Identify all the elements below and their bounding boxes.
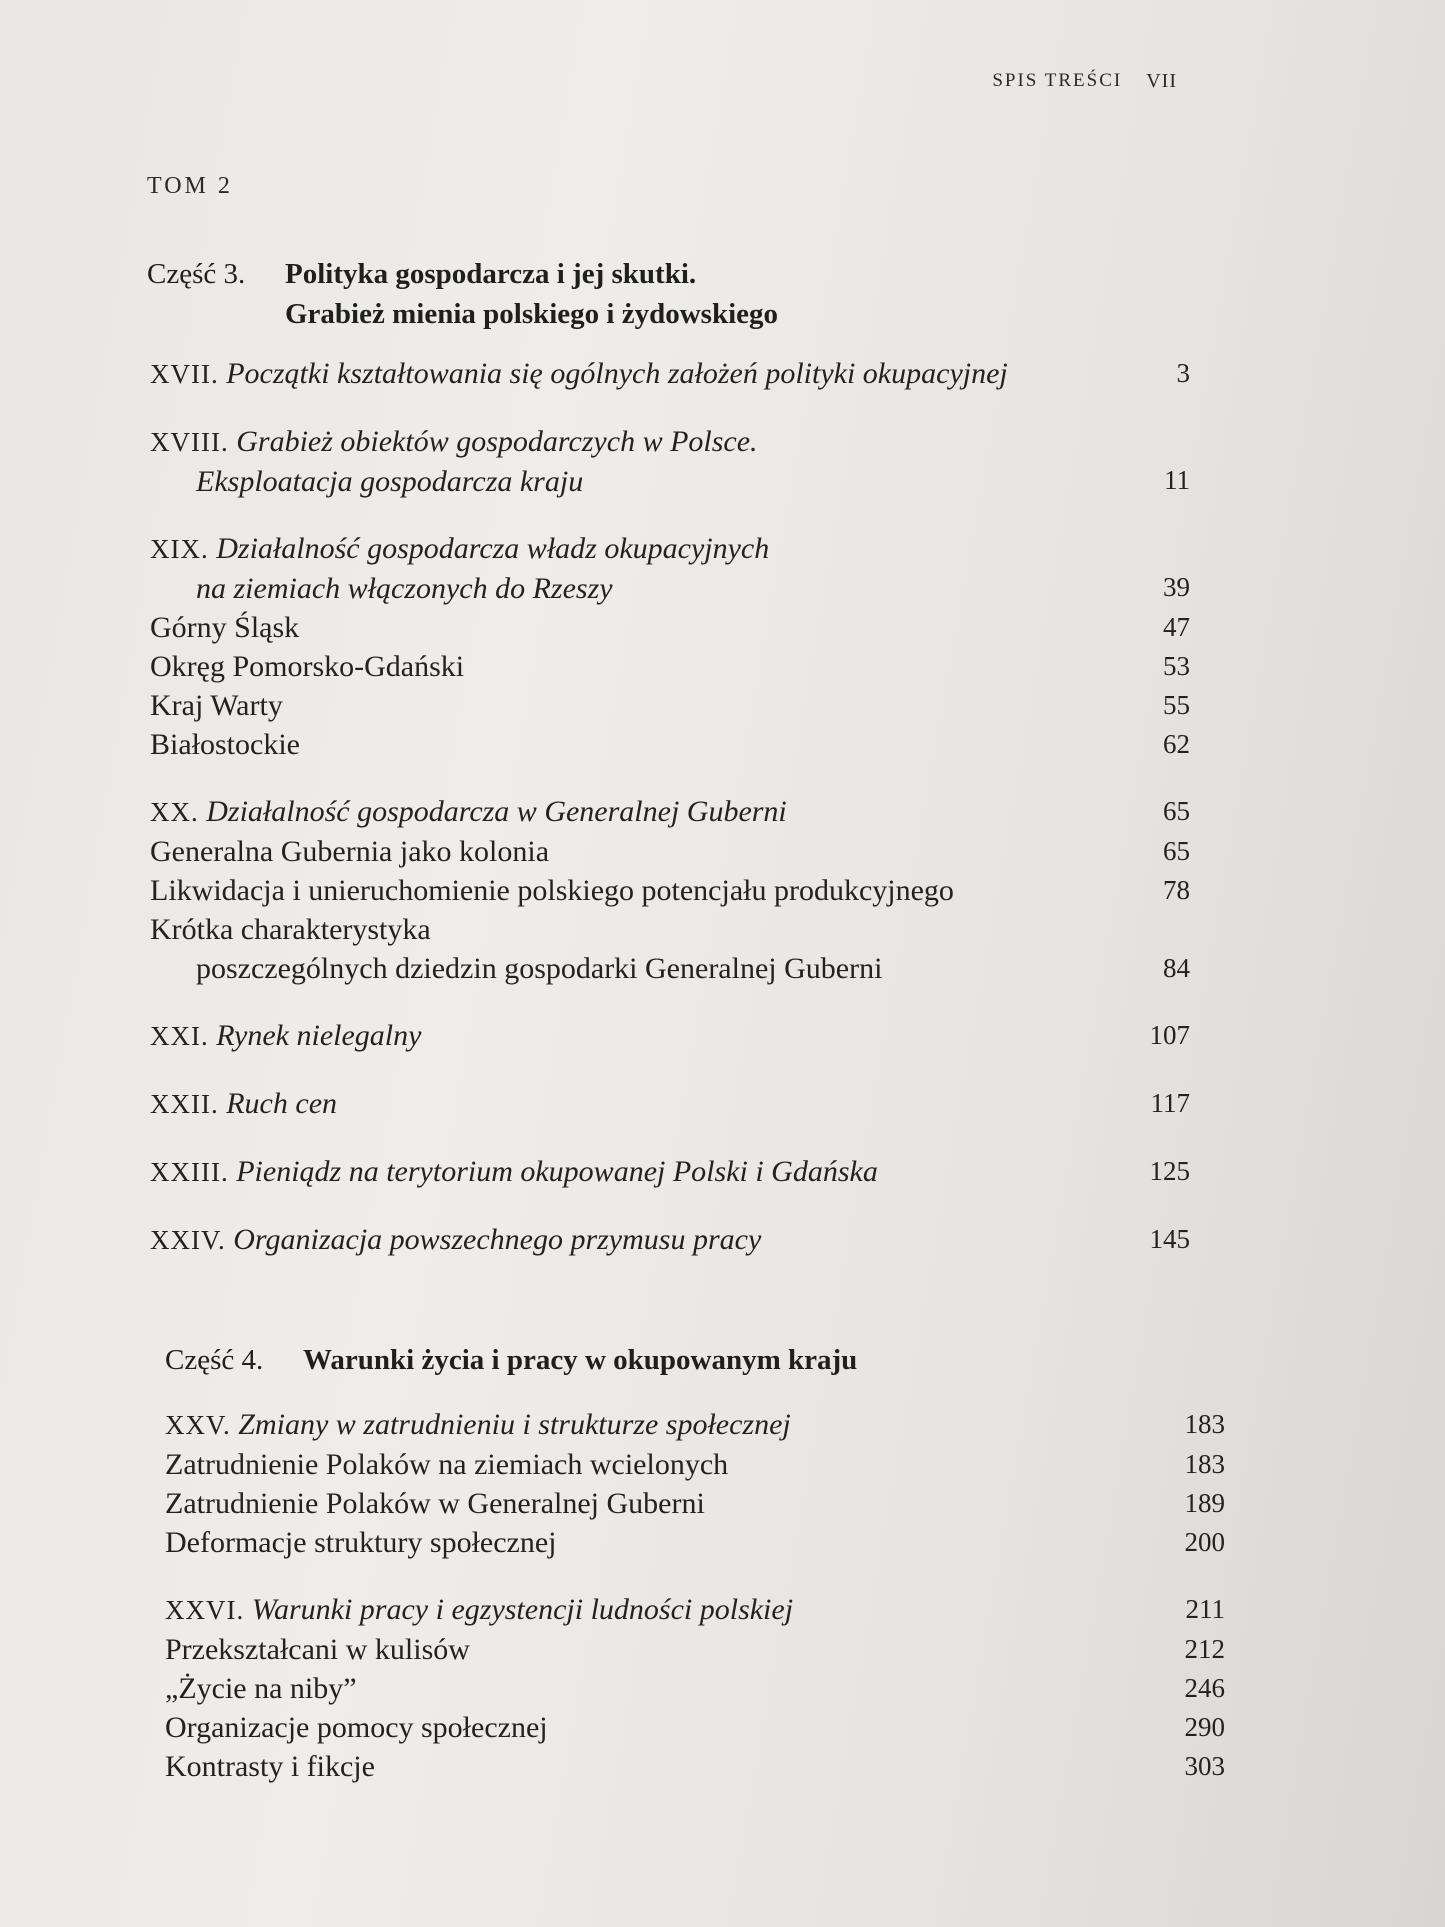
toc-chapter-xix: [150, 529, 1190, 608]
toc-subsection: [150, 647, 1190, 686]
chapter-number: XVIII.: [150, 427, 229, 457]
toc-chapter-xxii: [150, 1084, 1190, 1124]
running-head-section: SPIS TREŚCI: [992, 70, 1123, 91]
part-3-toc: [150, 354, 1190, 1260]
subsection-title-continued: poszczególnych dziedzin gospodarki Generalnej Guberni: [196, 952, 883, 985]
chapter-title: Pieniądz na terytorium okupowanej Polski i Gdańska: [236, 1155, 878, 1188]
page-number: 53: [1163, 651, 1190, 681]
subsection-title: Górny Śląsk: [150, 611, 300, 644]
toc-subsection: [150, 686, 1190, 725]
subsection-title: „Życie na niby”: [165, 1672, 357, 1705]
chapter-number: XXIV.: [150, 1225, 226, 1255]
subsection-title: Krótka charakterystyka: [150, 913, 431, 946]
page-number: 62: [1163, 729, 1190, 759]
subsection-title: Białostockie: [150, 728, 300, 761]
part-3-heading: [147, 254, 778, 334]
page-number: 303: [1184, 1751, 1225, 1781]
toc-chapter-xvii: [150, 354, 1190, 394]
toc-subsection: [165, 1708, 1225, 1747]
toc-chapter-xx: [150, 792, 1190, 832]
chapter-title: Organizacja powszechnego przymusu pracy: [233, 1223, 762, 1256]
page-number: 11: [1164, 465, 1190, 495]
page-number: 211: [1185, 1594, 1225, 1624]
chapter-title: Grabież obiektów gospodarczych w Polsce.: [236, 425, 758, 458]
part-3-label: Część 3.: [147, 258, 246, 290]
chapter-number: XXVI.: [165, 1595, 245, 1625]
toc-chapter-xxi: [150, 1016, 1190, 1056]
page-number: 125: [1149, 1156, 1190, 1186]
part-4-toc: [165, 1405, 1225, 1786]
part-3-title-line-2: Grabież mienia polskiego i żydowskiego: [285, 298, 778, 330]
subsection-title: Generalna Gubernia jako kolonia: [150, 835, 550, 868]
chapter-title-continued: na ziemiach włączonych do Rzeszy: [196, 572, 613, 605]
chapter-title: Początki kształtowania się ogólnych założeń polityki okupacyjnej: [226, 357, 1008, 390]
subsection-title: Kraj Warty: [150, 689, 283, 722]
page-number: 3: [1176, 358, 1190, 388]
page-number: 117: [1150, 1088, 1190, 1118]
chapter-number: XX.: [150, 797, 199, 827]
toc-subsection: [165, 1669, 1225, 1708]
subsection-title: Organizacje pomocy społecznej: [165, 1711, 548, 1744]
page-number: 183: [1184, 1409, 1225, 1439]
page-number: 78: [1163, 875, 1190, 905]
page-number: 107: [1149, 1020, 1190, 1050]
page-number: 246: [1184, 1673, 1225, 1703]
chapter-number: XXII.: [150, 1089, 219, 1119]
toc-chapter-xxvi: [165, 1590, 1225, 1630]
toc-chapter-xxiv: [150, 1220, 1190, 1260]
page-number: 290: [1184, 1712, 1225, 1742]
toc-subsection: [165, 1445, 1225, 1484]
chapter-number: XXV.: [165, 1410, 231, 1440]
chapter-number: XXI.: [150, 1021, 209, 1051]
chapter-title: Działalność gospodarcza władz okupacyjnych: [216, 532, 770, 565]
page-number: 212: [1184, 1634, 1225, 1664]
toc-chapter-xxv: [165, 1405, 1225, 1445]
part-3-title: [285, 254, 778, 334]
page-number: 84: [1163, 953, 1190, 983]
subsection-title: Likwidacja i unieruchomienie polskiego potencjału produkcyjnego: [150, 874, 954, 907]
toc-subsection: [150, 910, 1190, 988]
toc-chapter-xviii: [150, 422, 1190, 501]
chapter-title: Działalność gospodarcza w Generalnej Guberni: [206, 795, 787, 828]
chapter-number: XIX.: [150, 534, 209, 564]
page-number: 200: [1184, 1527, 1225, 1557]
chapter-title: Ruch cen: [226, 1087, 338, 1120]
toc-subsection: [165, 1484, 1225, 1523]
toc-subsection: [150, 725, 1190, 764]
toc-subsection: [165, 1523, 1225, 1562]
toc-subsection: [165, 1630, 1225, 1669]
volume-label: TOM 2: [147, 173, 233, 199]
part-4-label: Część 4.: [165, 1344, 264, 1376]
chapter-title: Rynek nielegalny: [216, 1019, 422, 1052]
page-number: 55: [1163, 690, 1190, 720]
subsection-title: Przekształcani w kulisów: [165, 1633, 470, 1666]
subsection-title: Kontrasty i fikcje: [165, 1750, 375, 1783]
toc-subsection: [150, 871, 1190, 910]
subsection-title: Deformacje struktury społecznej: [165, 1526, 557, 1559]
part-4-title: Warunki życia i pracy w okupowanym kraju: [303, 1344, 858, 1376]
page-number: 47: [1163, 612, 1190, 642]
toc-subsection: [165, 1747, 1225, 1786]
chapter-title: Warunki pracy i egzystencji ludności polskiej: [251, 1593, 794, 1626]
page-number: 189: [1184, 1488, 1225, 1518]
subsection-title: Zatrudnienie Polaków w Generalnej Guberni: [165, 1487, 705, 1520]
toc-subsection: [150, 608, 1190, 647]
chapter-number: XXIII.: [150, 1157, 229, 1187]
page-number: 145: [1149, 1224, 1190, 1254]
chapter-number: XVII.: [150, 359, 219, 389]
subsection-title: Zatrudnienie Polaków na ziemiach wcielonych: [165, 1448, 729, 1481]
toc-subsection: [150, 832, 1190, 871]
part-3-title-line-1: Polityka gospodarcza i jej skutki.: [285, 258, 697, 290]
subsection-title: Okręg Pomorsko-Gdański: [150, 650, 465, 683]
running-head-page-number: VII: [1146, 70, 1177, 92]
page-number: 183: [1184, 1449, 1225, 1479]
part-4-heading: [165, 1340, 857, 1380]
running-head: [992, 70, 1177, 93]
chapter-title-continued: Eksploatacja gospodarcza kraju: [196, 465, 584, 498]
page-number: 65: [1163, 836, 1190, 866]
toc-chapter-xxiii: [150, 1152, 1190, 1192]
chapter-title: Zmiany w zatrudnieniu i strukturze społecznej: [238, 1408, 791, 1441]
page-number: 65: [1163, 796, 1190, 826]
page-number: 39: [1163, 572, 1190, 602]
